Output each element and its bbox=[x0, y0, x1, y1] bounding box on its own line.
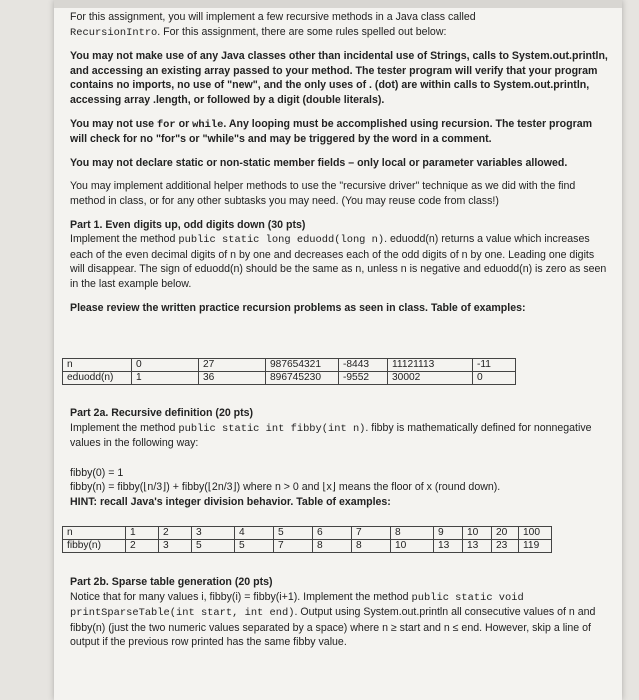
eduodd-table-cell: 0 bbox=[473, 372, 516, 385]
while-keyword: while bbox=[192, 118, 224, 131]
rule-4: You may implement additional helper methods to use the "recursive driver" technique as we did with the find method in class, or for any other subtasks you may need. (You may reuse code from class!) bbox=[70, 180, 576, 207]
part1-description bbox=[70, 232, 610, 291]
part1-title: Part 1. Even digits up, odd digits down (30 pts) bbox=[70, 218, 306, 231]
eduodd-table-wrap bbox=[60, 356, 516, 385]
document-page bbox=[54, 0, 622, 700]
eduodd-table-cell: -9552 bbox=[339, 372, 388, 385]
fibby-table-cell: 10 bbox=[463, 527, 492, 540]
part2b-text-rest: . Output using System.out.println all consecutive values of n and fibby(n) (just the two numeric values separated by a space) where n ≥ start and n ≤ end. However, skip a line of output if the previous row printed has the same fibby value. bbox=[70, 606, 596, 649]
part2b-description bbox=[70, 590, 610, 650]
fibby-table-cell: 4 bbox=[235, 527, 274, 540]
eduodd-table bbox=[62, 358, 516, 385]
part2a-impl: Implement the method bbox=[70, 421, 179, 434]
fibby-table-row bbox=[63, 527, 552, 540]
fibby-signature: public static int fibby(int n) bbox=[178, 422, 366, 435]
eduodd-table-cell: 36 bbox=[199, 372, 266, 385]
fibby-def-1: fibby(0) = 1 bbox=[70, 466, 124, 479]
part1-impl: Implement the method bbox=[70, 233, 179, 246]
eduodd-table-cell: 30002 bbox=[388, 372, 473, 385]
fibby-table-cell: 8 bbox=[352, 540, 391, 553]
part1-review: Please review the written practice recursion problems as seen in class. Table of examples: bbox=[70, 301, 526, 314]
fibby-table-cell: 10 bbox=[391, 540, 434, 553]
fibby-table-cell: 100 bbox=[519, 527, 552, 540]
fibby-table-cell: 23 bbox=[492, 540, 519, 553]
fibby-table-row-label: n bbox=[63, 527, 126, 540]
fibby-table-wrap bbox=[60, 524, 552, 553]
fibby-hint: HINT: recall Java's integer division behavior. Table of examples: bbox=[70, 495, 391, 508]
eduodd-table-cell: -8443 bbox=[339, 359, 388, 372]
part1-impl-rest: . eduodd(n) returns a value which increases each of the even decimal digits of n by one and decreases each of the odd digits of n by one. Leading one digits will disappear. The sign of eduodd(n) should be the same as n, unless n is negative and eduodd(n) is zero as seen in the last example below. bbox=[70, 233, 607, 290]
rule-2 bbox=[70, 117, 610, 147]
fibby-table-cell: 3 bbox=[159, 540, 192, 553]
fibby-table-cell: 1 bbox=[126, 527, 159, 540]
rule-2-rest: . Any looping must be accomplished using recursion. The tester program will check for no "for"s or "while"s and may be triggered by the word in a comment. bbox=[70, 117, 593, 146]
intro-paragraph bbox=[70, 10, 610, 40]
eduodd-table-cell: -11 bbox=[473, 359, 516, 372]
rule-1: You may not make use of any Java classes other than incidental use of Strings, calls to System.out.println, and accessing an existing array passed to your method. The tester program will verify that your program contains no imports, no use of "new", and the only uses of . (dot) are within calls to System.out.println, accessing array .length, or followed by a digit (double literals). bbox=[70, 50, 608, 106]
rule-2-text: You may not use bbox=[70, 117, 157, 130]
fibby-table-cell: 2 bbox=[126, 540, 159, 553]
fibby-table-cell: 20 bbox=[492, 527, 519, 540]
fibby-table bbox=[62, 526, 552, 553]
eduodd-table-cell: 987654321 bbox=[266, 359, 339, 372]
fibby-table-row bbox=[63, 540, 552, 553]
fibby-table-cell: 13 bbox=[434, 540, 463, 553]
fibby-table-cell: 5 bbox=[192, 540, 235, 553]
part2a-title: Part 2a. Recursive definition (20 pts) bbox=[70, 407, 254, 419]
eduodd-table-cell: 1 bbox=[132, 372, 199, 385]
eduodd-table-cell: 11121113 bbox=[388, 359, 473, 372]
fibby-table-cell: 5 bbox=[274, 527, 313, 540]
part2b-text: Notice that for many values i, fibby(i) = fibby(i+1). Implement the method bbox=[70, 590, 412, 603]
fibby-table-cell: 13 bbox=[463, 540, 492, 553]
rule-3: You may not declare static or non-static member fields – only local or parameter variables allowed. bbox=[70, 156, 568, 169]
fibby-table-row-label: fibby(n) bbox=[63, 540, 126, 553]
main-content bbox=[70, 10, 610, 324]
fibby-table-cell: 119 bbox=[519, 540, 552, 553]
eduodd-table-row bbox=[63, 372, 516, 385]
fibby-table-cell: 3 bbox=[192, 527, 235, 540]
eduodd-table-row-label: eduodd(n) bbox=[63, 372, 132, 385]
intro-text: For this assignment, you will implement a few recursive methods in a Java class called bbox=[70, 11, 476, 23]
fibby-table-cell: 5 bbox=[235, 540, 274, 553]
part2b-section bbox=[70, 575, 610, 659]
fibby-def-2: fibby(n) = fibby(⌊n/3⌋) + fibby(⌊2n/3⌋) where n > 0 and ⌊x⌋ means the floor of x (round down). bbox=[70, 481, 501, 494]
fibby-table-cell: 9 bbox=[434, 527, 463, 540]
part2a-impl-rest: . fibby is mathematically defined for nonnegative values in the following way: bbox=[70, 421, 592, 450]
fibby-table-cell: 2 bbox=[159, 527, 192, 540]
for-keyword: for bbox=[156, 118, 176, 131]
fibby-table-cell: 7 bbox=[352, 527, 391, 540]
intro-text-2: . For this assignment, there are some rules spelled out below: bbox=[157, 25, 447, 38]
part2a-description bbox=[70, 421, 610, 451]
fibby-table-cell: 6 bbox=[313, 527, 352, 540]
top-edge bbox=[54, 0, 622, 8]
eduodd-table-cell: 896745230 bbox=[266, 372, 339, 385]
eduodd-signature: public static long eduodd(long n) bbox=[178, 234, 385, 247]
fibby-table-cell: 8 bbox=[313, 540, 352, 553]
fibby-table-cell: 8 bbox=[391, 527, 434, 540]
fibby-table-cell: 7 bbox=[274, 540, 313, 553]
part2b-title: Part 2b. Sparse table generation (20 pts) bbox=[70, 576, 273, 588]
sparse-table-signature: public static void printSparseTable(int start, int end) bbox=[70, 591, 524, 620]
eduodd-table-row-label: n bbox=[63, 359, 132, 372]
part2a-section bbox=[70, 406, 610, 510]
class-name: RecursionIntro bbox=[70, 26, 158, 39]
rule-2-or: or bbox=[175, 117, 193, 130]
eduodd-table-cell: 0 bbox=[132, 359, 199, 372]
eduodd-table-cell: 27 bbox=[199, 359, 266, 372]
eduodd-table-row bbox=[63, 359, 516, 372]
